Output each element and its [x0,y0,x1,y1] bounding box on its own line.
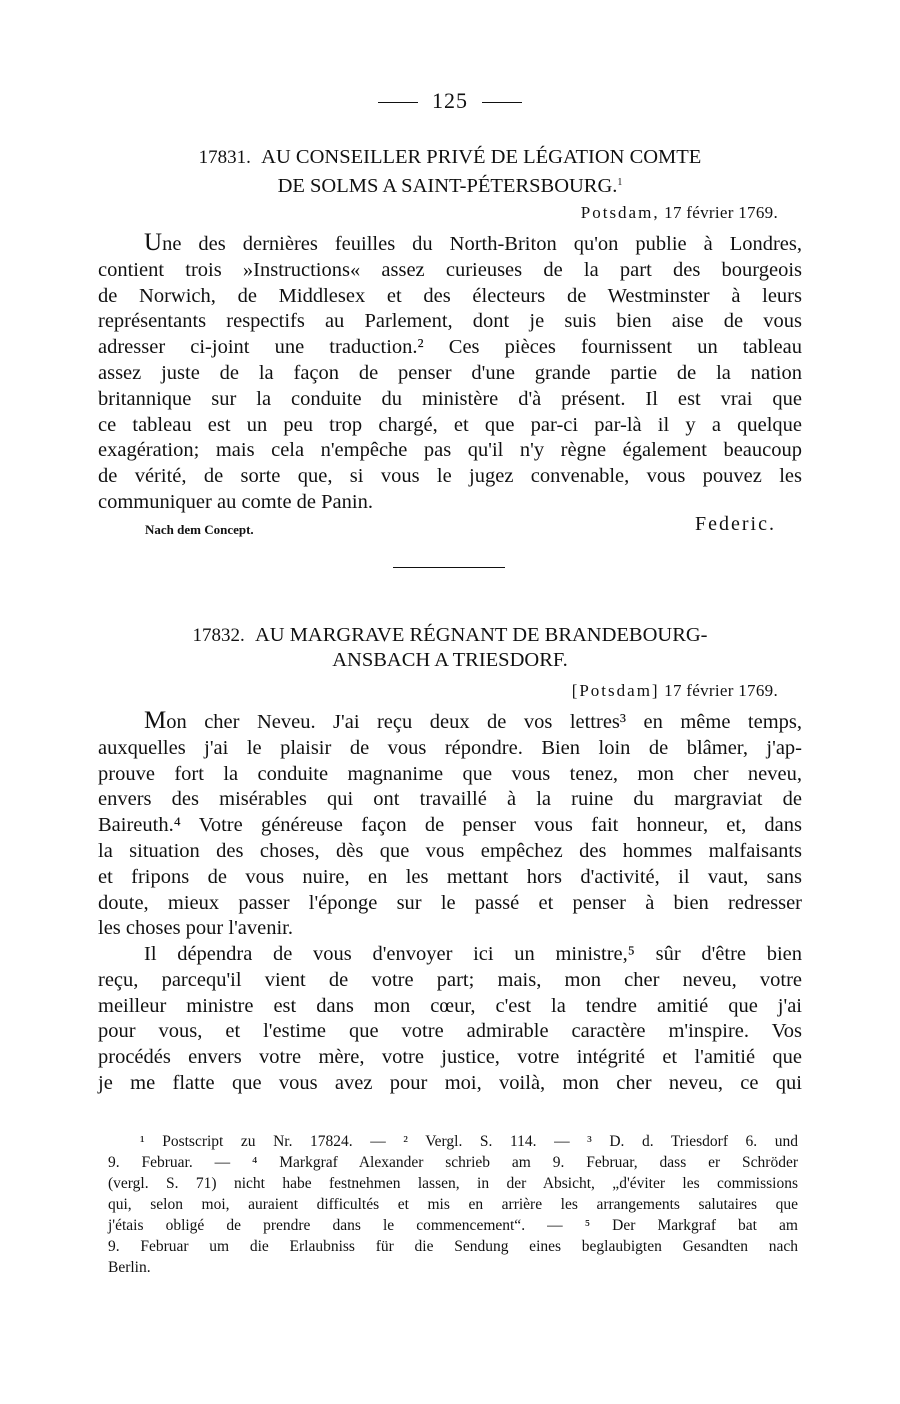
letter2-line: reçu, parcequ'il vient de votre part; mais, mon cher neveu, votre [98,968,802,991]
letter1-heading [100,145,800,199]
letter1-number: 17831. [198,147,251,168]
letter1-line: ce tableau est un peu trop chargé, et que par-ci par-là il y a quelque [98,413,802,436]
letter1-line: de Norwich, de Middlesex et des électeurs de Westminster à leurs [98,284,802,307]
letter1-title-note: 1 [617,177,623,188]
letter1-line: communiquer au comte de Panin. [98,490,373,513]
letter1-initial: U [144,229,163,256]
letter1-line: assez juste de la façon de penser d'une grande partie de la nation [98,361,802,384]
letter1-line: de vérité, de sorte que, si vous le jugez convenable, vous pouvez les [98,465,802,488]
footnote-line: (vergl. S. 71) nicht habe festnehmen lassen, in der Absicht, „d'éviter les commissions [108,1175,798,1192]
letter1-source-note: Nach dem Concept. [145,522,254,537]
footnote-line: j'étais obligé de prendre dans le commencement“. — ⁵ Der Markgraf bat am [108,1217,798,1234]
letter1-line: représentants respectifs au Parlement, dont je suis bien aise de vous [98,310,802,333]
letter2-line: Baireuth.⁴ Votre généreuse façon de penser vous fait honneur, et, dans [98,814,802,837]
letter1-signature: Federic. [695,513,776,535]
letter2-initial: M [144,707,167,734]
letter2-date: 17 février 1769. [664,681,778,700]
letter1-line: adresser ci-joint une traduction.² Ces pièces fournissent un tableau [98,336,802,359]
page-number-text: 125 [432,88,468,113]
letter1-line: britannique sur la conduite du ministère d'à présent. Il est vrai que [98,387,802,410]
letter1-dateline [581,203,778,223]
letter2-line: procédés envers votre mère, votre justice, votre intégrité et l'amitié que [98,1046,802,1069]
letter1-line: exagération; mais cela n'empêche pas qu'il n'y règne également beaucoup [98,439,802,462]
letter2-line: Mon cher Neveu. J'ai reçu deux de vos lettres³ en même temps, [144,707,802,734]
letter2-line: la situation des choses, dès que vous empêchez des hommes malfaisants [98,839,802,862]
footnote-line: 9. Februar um die Erlaubniss für die Sendung eines beglaubigten Gesandten nach [108,1238,798,1255]
page-number-dash-left [378,102,418,103]
letter2-paragraph2 [98,942,802,1097]
letter2-line: prouve fort la conduite magnanime que vous tenez, mon cher neveu, [98,762,802,785]
letter2-line: envers des misérables qui ont travaillé à la ruine du margraviat de [98,788,802,811]
letter2-line: je me flatte que vous avez pour moi, voilà, mon cher neveu, ce qui [98,1071,802,1094]
letter2-number: 17832. [192,625,245,646]
letter1-place: Potsdam, [580,203,660,222]
letter2-title-line1: AU MARGRAVE RÉGNANT DE BRANDEBOURG- [254,624,708,646]
letter2-place: [Potsdam] [571,681,660,700]
page-number [0,88,900,114]
letter1-line: contient trois »Instructions« assez curieuses de la part des bourgeois [98,258,802,281]
letter1-line: Une des dernières feuilles du North-Briton qu'on publie à Londres, [144,229,802,256]
letter1-date: 17 février 1769. [664,203,778,222]
letter2-dateline [572,681,778,701]
footnote-line: 9. Februar. — ⁴ Markgraf Alexander schrieb am 9. Februar, dass er Schröder [108,1154,798,1171]
letter2-title-line2: ANSBACH A TRIESDORF. [332,649,568,671]
footnote-line: qui, selon moi, auraient difficultés et mis en arrière les arrangements salutaires que [108,1196,798,1213]
section-divider [393,567,505,568]
letter2-paragraph1 [98,708,802,942]
letter2-line: et fripons de vous nuire, en les mettant hors d'activité, il vaut, sans [98,865,802,888]
letter2-line: auxquelles j'ai le plaisir de vous répondre. Bien loin de blâmer, j'ap- [98,736,802,759]
footnote-line: ¹ Postscript zu Nr. 17824. — ² Vergl. S. 114. — ³ D. d. Triesdorf 6. und [140,1133,798,1150]
footnotes [108,1131,798,1278]
letter2-line: les choses pour l'avenir. [98,917,293,940]
letter2-line: pour vous, et l'estime que votre admirable caractère m'inspire. Vos [98,1020,802,1043]
letter2-heading [100,623,800,673]
letter1-title-line1: AU CONSEILLER PRIVÉ DE LÉGATION COMTE [261,146,702,168]
letter2-line: Il dépendra de vous d'envoyer ici un ministre,⁵ sûr d'être bien [144,943,802,965]
page-number-dash-right [482,102,522,103]
letter2-line: doute, mieux passer l'éponge sur le passé et penser à bien redresser [98,891,802,914]
letter2-line: meilleur ministre est dans mon cœur, c'est la tendre amitié que j'ai [98,994,802,1017]
footnote-line: Berlin. [108,1259,151,1276]
letter1-body [98,230,802,516]
letter1-title-line2: DE SOLMS A SAINT-PÉTERSBOURG. [277,175,618,197]
